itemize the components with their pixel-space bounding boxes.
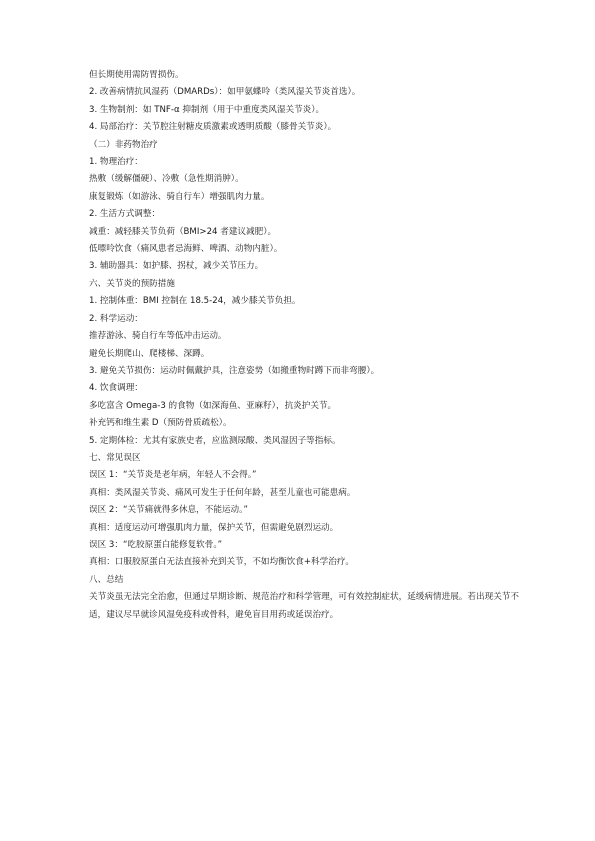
text-line: 但长期使用需防胃损伤。 xyxy=(89,70,184,80)
text-line: 真相：适度运动可增强肌肉力量，保护关节，但需避免剧烈运动。 xyxy=(89,522,339,533)
section-heading: 八、总结 xyxy=(89,574,124,585)
summary-paragraph: 关节炎虽无法完全治愈，但通过早期诊断、规范治疗和科学管理，可有效控制症状，延缓病情进展。若出现关节不适，建议尽早就诊风湿免疫科或骨科，避免盲目用药或延误治疗。 xyxy=(89,592,519,620)
text-line: 2. 生活方式调整： xyxy=(89,209,161,220)
text-line: 1. 物理治疗： xyxy=(89,157,143,168)
text-line: 1. 控制体重：BMI 控制在 18.5-24，减少膝关节负担。 xyxy=(89,296,301,307)
section-heading: 六、关节炎的预防措施 xyxy=(89,278,175,289)
section-heading: 七、常见误区 xyxy=(89,452,141,463)
text-line: 推荐游泳、骑自行车等低冲击运动。 xyxy=(89,331,227,342)
text-line: 误区 3：“吃胶原蛋白能修复软骨。” xyxy=(89,539,223,550)
text-line: 真相：口服胶原蛋白无法直接补充到关节，不如均衡饮食+科学治疗。 xyxy=(89,557,355,568)
text-line: 2. 改善病情抗风湿药（DMARDs）：如甲氨蝶呤（类风湿关节炎首选）。 xyxy=(89,87,361,98)
document-body xyxy=(89,67,519,624)
text-line: 误区 2：“关节痛就得多休息，不能运动。” xyxy=(89,505,248,516)
text-line: 4. 饮食调理： xyxy=(89,383,143,394)
text-line: 康复锻炼（如游泳、骑自行车）增强肌肉力量。 xyxy=(89,191,270,202)
text-line: 减重：减轻膝关节负荷（BMI>24 者建议减肥）。 xyxy=(89,226,277,237)
text-line: 3. 避免关节损伤：运动时佩戴护具，注意姿势（如搬重物时蹲下而非弯腰）。 xyxy=(89,365,380,376)
text-line: 热敷（缓解僵硬）、冷敷（急性期消肿）。 xyxy=(89,174,244,185)
text-line: 3. 辅助器具：如护膝、拐杖，减少关节压力。 xyxy=(89,261,264,272)
text-line: 避免长期爬山、爬楼梯、深蹲。 xyxy=(89,348,210,359)
text-line: 3. 生物制剂：如 TNF-α 抑制剂（用于中重度类风湿关节炎）。 xyxy=(89,104,325,115)
text-line: 多吃富含 Omega-3 的食物（如深海鱼、亚麻籽），抗炎护关节。 xyxy=(89,400,337,411)
text-line: 补充钙和维生素 D（预防骨质疏松）。 xyxy=(89,418,232,429)
text-line: 4. 局部治疗：关节腔注射糖皮质激素或透明质酸（膝骨关节炎）。 xyxy=(89,122,337,133)
text-line: 2. 科学运动： xyxy=(89,313,143,324)
section-subheading: （二）非药物治疗 xyxy=(89,139,158,150)
text-line: 低嘌呤饮食（痛风患者忌海鲜、啤酒、动物内脏）。 xyxy=(89,244,283,255)
text-line: 误区 1：“关节炎是老年病，年轻人不会得。” xyxy=(89,470,257,481)
text-line: 5. 定期体检：尤其有家族史者，应监测尿酸、类风湿因子等指标。 xyxy=(89,435,341,446)
text-line: 真相：类风湿关节炎、痛风可发生于任何年龄，甚至儿童也可能患病。 xyxy=(89,487,356,498)
